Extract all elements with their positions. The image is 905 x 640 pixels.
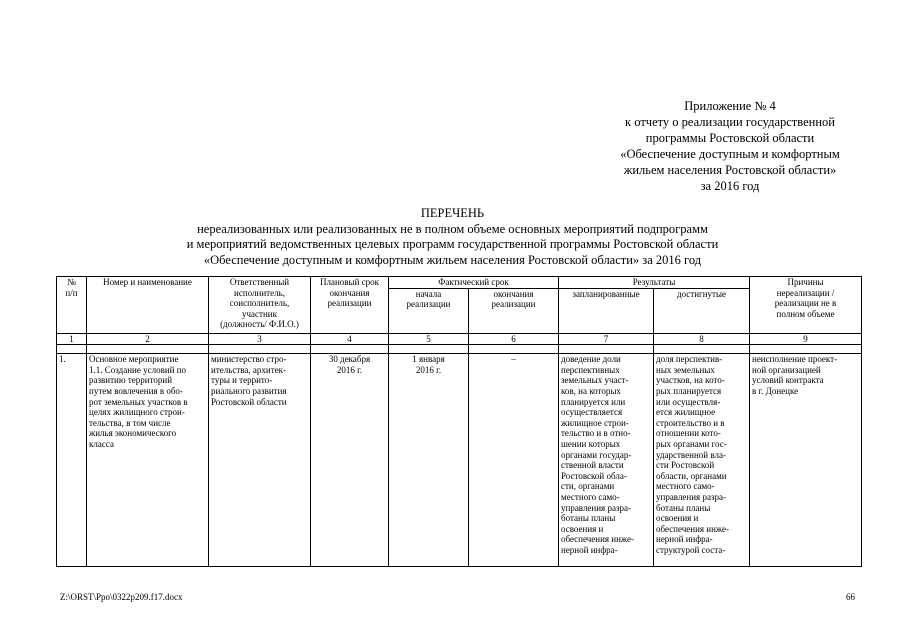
footer-page-number: 66 <box>846 592 855 602</box>
text-line: начала <box>415 288 442 299</box>
text-line: ударственной вла- <box>656 449 726 460</box>
text-line: реализации не в <box>774 298 837 309</box>
text-line: класса <box>89 438 114 449</box>
text-line: органами государ- <box>561 449 632 460</box>
cell-actual-start <box>389 354 469 567</box>
text-line: полном объеме <box>776 308 835 319</box>
footer-file-path: Z:\ORST\Ppo\0322p209.f17.docx <box>60 592 183 602</box>
column-number: 4 <box>311 333 389 345</box>
text-line: 2016 г. <box>415 364 442 375</box>
header-actual-end <box>469 288 559 333</box>
text-line: Основное мероприятие <box>89 354 179 365</box>
appendix-line: к отчету о реализации государственной <box>625 115 835 129</box>
text-line: ется жилищное <box>656 407 716 418</box>
text-line: перспективных <box>561 364 620 375</box>
cell-name <box>87 354 209 567</box>
header-planned-term <box>311 277 389 334</box>
text-line: Ростовской обла- <box>561 470 627 481</box>
text-line: ственной власти <box>561 460 624 471</box>
text-line: условий контракта <box>752 375 824 386</box>
cell-planned-term <box>311 354 389 567</box>
text-line: в г. Донецке <box>752 385 799 396</box>
text-line: п/п <box>65 287 78 298</box>
text-line: реализации <box>491 299 536 310</box>
text-line: ков, на которых <box>561 385 621 396</box>
text-line: Причины <box>787 277 824 287</box>
appendix-line: за 2016 год <box>700 179 760 193</box>
text-line: путем вовлечения в обо- <box>89 385 183 396</box>
text-line: участник <box>242 308 277 319</box>
text-line: (должность/ Ф.И.О.) <box>220 319 299 330</box>
text-line: области, органами <box>656 470 727 481</box>
text-line: рых планируется <box>656 385 722 396</box>
text-line: соисполнитель, <box>229 298 290 309</box>
text-line: окончания <box>493 288 534 299</box>
text-line: рых органами гос- <box>656 438 727 449</box>
text-line: целях жилищного строи- <box>89 407 185 418</box>
text-line: ботаны планы <box>561 513 616 524</box>
appendix-block <box>560 98 900 194</box>
text-line: № <box>67 277 76 287</box>
header-planned-results <box>559 288 654 333</box>
text-line: тельства, в том числе <box>89 417 171 428</box>
header-name <box>87 277 209 334</box>
text-line: 1.1. Создание условий по <box>89 364 187 375</box>
column-number: 7 <box>559 333 654 345</box>
column-number: 1 <box>57 333 87 345</box>
header-reasons <box>750 277 862 334</box>
text-line: Номер и наименование <box>103 277 192 287</box>
measures-table <box>56 276 862 567</box>
appendix-line: жильем населения Ростовской области» <box>623 163 837 177</box>
text-line: риального развития <box>211 385 287 396</box>
text-line: ительства, архитек- <box>211 364 287 375</box>
cell-achieved-results <box>654 354 750 567</box>
spacer-row <box>57 345 862 354</box>
text-line: жилищное строи- <box>561 417 629 428</box>
appendix-line: программы Ростовской области <box>645 131 815 145</box>
text-line: управления разра- <box>656 491 726 502</box>
text-line: обеспечения инже- <box>561 534 635 545</box>
column-number: 6 <box>469 333 559 345</box>
column-number-row <box>57 333 862 345</box>
header-actual-start <box>389 288 469 333</box>
column-number: 9 <box>750 333 862 345</box>
text-line: обеспечения инже- <box>656 523 730 534</box>
column-number: 5 <box>389 333 469 345</box>
text-line: Плановый срок <box>319 277 380 287</box>
document-title: ПЕРЕЧЕНЬ <box>420 206 485 220</box>
text-line: ной организацией <box>752 364 821 375</box>
text-line: развитию территорий <box>89 375 173 386</box>
text-line: жилья экономического <box>89 428 177 439</box>
text-line: доля перспектив- <box>656 354 723 365</box>
column-number: 2 <box>87 333 209 345</box>
column-number: 8 <box>654 333 750 345</box>
cell-actual-end: – <box>469 354 559 567</box>
text-line: участков, на кото- <box>656 375 725 386</box>
text-line: 2016 г. <box>336 364 363 375</box>
text-line: осуществляется <box>561 407 623 418</box>
cell-planned-results <box>559 354 654 567</box>
document-subtitle-line: «Обеспечение доступным и комфортным жильем населения Ростовской области» за 2016 год <box>203 252 702 267</box>
text-line: ботаны планы <box>656 502 711 513</box>
cell-num: 1. <box>57 354 87 567</box>
appendix-line: «Обеспечение доступным и комфортным <box>620 147 840 161</box>
appendix-line: Приложение № 4 <box>684 99 776 113</box>
cell-responsible <box>209 354 311 567</box>
text-line: сти, органами <box>561 481 615 492</box>
text-line: шении которых <box>561 438 621 449</box>
text-line: нерной инфра- <box>656 534 713 545</box>
text-line: местного само- <box>561 491 620 502</box>
text-line: 1 января <box>412 354 445 365</box>
cell-reasons <box>750 354 862 567</box>
text-line: освоения и <box>561 523 604 534</box>
text-line: доведение доли <box>561 354 621 365</box>
text-line: реализации <box>327 298 372 309</box>
text-line: достигнутые <box>676 288 727 299</box>
text-line: реализации <box>406 299 451 310</box>
text-line: Ростовской области <box>211 396 287 407</box>
text-line: местного само- <box>656 481 715 492</box>
text-line: управления разра- <box>561 502 631 513</box>
table-header-row <box>57 277 862 289</box>
table-row <box>57 354 862 567</box>
text-line: нерной инфра- <box>561 544 618 555</box>
text-line: министерство стро- <box>211 354 287 365</box>
text-line: тельство и в отно- <box>561 428 631 439</box>
text-line: исполнитель, <box>234 287 285 298</box>
text-line: освоения и <box>656 513 699 524</box>
text-line: рот земельных участков в <box>89 396 188 407</box>
document-heading <box>40 206 865 268</box>
text-line: Ответственный <box>229 277 290 287</box>
document-subtitle-line: и мероприятий ведомственных целевых программ государственной программы Ростовской области <box>186 237 719 251</box>
text-line: запланированные <box>572 288 640 299</box>
text-line: земельных участ- <box>561 375 629 386</box>
text-line: сти Ростовской <box>656 460 715 471</box>
text-line: неисполнение проект- <box>752 354 838 365</box>
text-line: строительство и в <box>656 417 725 428</box>
text-line: или осуществля- <box>656 396 721 407</box>
header-results: Результаты <box>559 277 750 289</box>
text-line: туры и террито- <box>211 375 273 386</box>
header-num <box>57 277 87 334</box>
text-line: отношении кото- <box>656 428 721 439</box>
text-line: нереализации / <box>776 287 835 298</box>
header-responsible <box>209 277 311 334</box>
header-achieved-results <box>654 288 750 333</box>
text-line: 30 декабря <box>328 354 371 365</box>
header-actual-term: Фактический срок <box>389 277 559 289</box>
document-subtitle-line: нереализованных или реализованных не в полном объеме основных мероприятий подпрограмм <box>197 221 708 236</box>
column-number: 3 <box>209 333 311 345</box>
text-line: структурой соста- <box>656 544 726 555</box>
text-line: ных земельных <box>656 364 715 375</box>
text-line: окончания <box>329 287 370 298</box>
text-line: планируется или <box>561 396 626 407</box>
